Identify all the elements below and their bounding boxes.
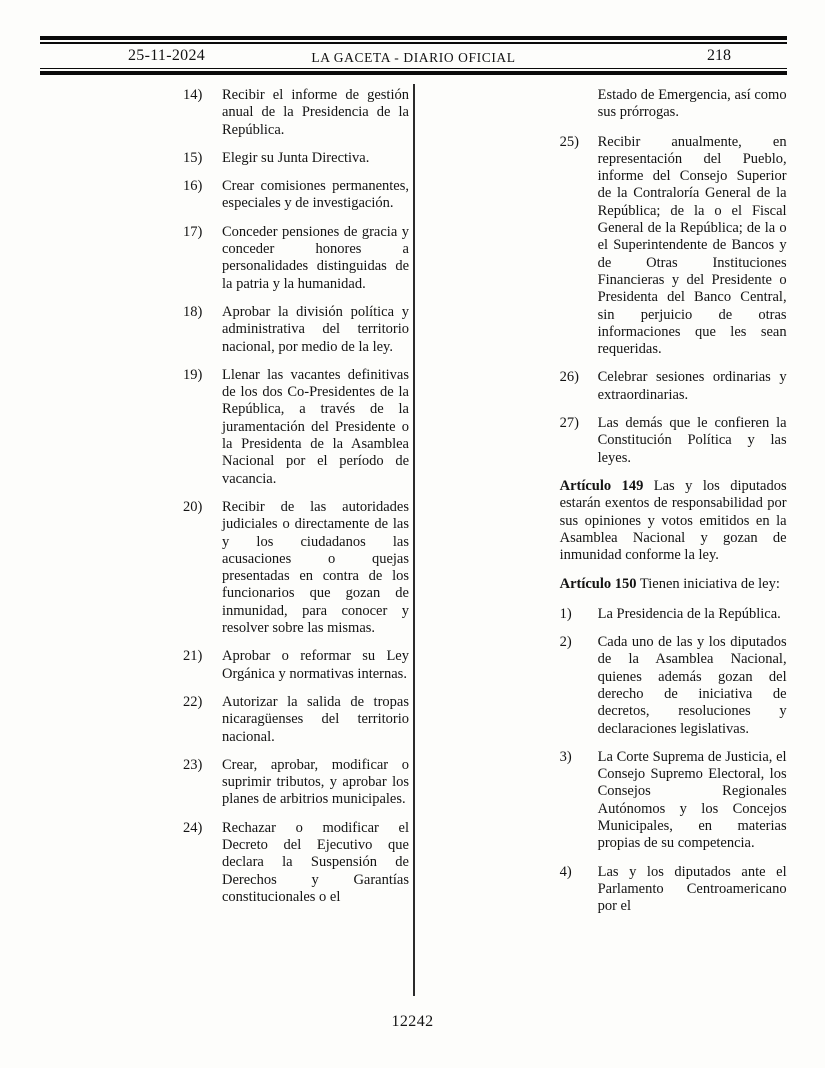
- item-text: Cada uno de las y los diputados de la Asamblea Nacional, quienes además gozan del derecho de iniciativa de decretos, resoluciones y declaraciones legislativas.: [597, 634, 787, 737]
- list-item: [183, 367, 409, 488]
- list-item: [183, 694, 409, 746]
- header-bottom-thick-rule: [40, 71, 787, 75]
- item-number: 3): [559, 748, 572, 765]
- item-text: Conceder pensiones de gracia y conceder honores a personalidades distinguidas de la patria y la humanidad.: [222, 223, 409, 292]
- item-text: Las demás que le confieren la Constitución Política y las leyes.: [597, 415, 787, 466]
- footer-page-number: 12242: [391, 1013, 434, 1030]
- item-number: 2): [559, 634, 572, 651]
- item-number: 17): [183, 223, 203, 240]
- item-number: 1): [559, 605, 572, 622]
- item-text: La Corte Suprema de Justicia, el Consejo Supremo Electoral, los Consejos Regionales Autónomos y los Concejos Municipales, en materias propias de su competencia.: [597, 748, 787, 852]
- list-item: [183, 87, 409, 139]
- list-item: [560, 634, 787, 738]
- right-column: [415, 84, 787, 996]
- list-item: [183, 304, 409, 356]
- item-number: 26): [559, 369, 579, 386]
- item-number: 22): [183, 693, 203, 710]
- list-item: [560, 369, 787, 404]
- list-item: [183, 178, 409, 213]
- item-number: 4): [559, 863, 572, 880]
- list-item: [183, 150, 409, 167]
- item-text: Celebrar sesiones ordinarias y extraordinarias.: [597, 369, 787, 403]
- list-item: [183, 648, 409, 683]
- item-number: 16): [183, 178, 203, 195]
- article-label: Artículo 149: [559, 477, 644, 494]
- item-number: 24): [183, 819, 203, 836]
- article-paragraph: [560, 576, 787, 593]
- item-number: 23): [183, 756, 203, 773]
- header-page-number: 218: [707, 46, 731, 64]
- page-header: [40, 36, 787, 75]
- article-paragraph: [560, 478, 787, 564]
- item-number: 18): [183, 303, 203, 320]
- item-number: 27): [559, 415, 579, 432]
- left-column: [40, 84, 413, 996]
- header-row: [40, 44, 787, 68]
- item-text: Recibir de las autoridades judiciales o directamente de las y los ciudadanos las acusaciones o quejas presentadas en contra de los funcionarios que gozan de inmunidad, para conocer y resolver sobre las mismas.: [222, 498, 409, 637]
- article-text: Tienen iniciativa de ley:: [636, 576, 780, 593]
- item-text: Elegir su Junta Directiva.: [222, 149, 370, 166]
- item-text: Crear comisiones permanentes, especiales y de investigación.: [222, 178, 409, 212]
- list-item: [183, 499, 409, 637]
- document-body: [40, 84, 787, 996]
- item-text: Autorizar la salida de tropas nicaragüenses del territorio nacional.: [222, 693, 409, 745]
- item-text: Crear, aprobar, modificar o suprimir tributos, y aprobar los planes de arbitrios municipales.: [222, 756, 409, 808]
- list-item: [183, 224, 409, 293]
- list-item: [560, 749, 787, 853]
- item-text: Rechazar o modificar el Decreto del Ejecutivo que declara la Suspensión de Derechos y Garantías constitucionales o el: [222, 819, 409, 905]
- item-number: 19): [183, 366, 203, 383]
- article-text: Las y los diputados estarán exentos de responsabilidad por sus opiniones y votos emitidos en la Asamblea Nacional y gozan de inmunidad conforme la ley.: [559, 477, 787, 564]
- list-item: [560, 415, 787, 467]
- item-number: 14): [183, 87, 203, 103]
- item-number: 25): [559, 133, 579, 150]
- item-number: 21): [183, 648, 203, 665]
- list-item: [560, 134, 787, 359]
- item-text: Recibir anualmente, en representación del Pueblo, informe del Consejo Superior de la Contraloría General de la República; de la o el Fiscal General de la República; de la o el Superintendente de Bancos y de Otras Instituciones Financieras y del Presidente o Presidenta del Banco Central, sin perjuicio de otras informaciones que les sean requeridas.: [597, 133, 787, 358]
- list-item: [183, 757, 409, 809]
- list-item: [560, 606, 787, 623]
- header-title: LA GACETA - DIARIO OFICIAL: [311, 49, 516, 65]
- article-label: Artículo 150: [559, 576, 637, 593]
- header-date: 25-11-2024: [128, 46, 206, 64]
- continuation-paragraph: Estado de Emergencia, así como sus prórrogas.: [597, 87, 787, 121]
- item-text: La Presidencia de la República.: [597, 605, 781, 622]
- list-item: [183, 820, 409, 906]
- item-text: Llenar las vacantes definitivas de los dos Co-Presidentes de la República, a través de la juramentación del Presidente o la Presidenta de la Asamblea Nacional por el período de vacancia.: [222, 366, 409, 487]
- list-item: [560, 864, 787, 916]
- item-number: 20): [183, 498, 203, 515]
- item-text: Las y los diputados ante el Parlamento Centroamericano por el: [597, 863, 787, 915]
- item-number: 15): [183, 149, 203, 166]
- item-text: Recibir el informe de gestión anual de la Presidencia de la República.: [222, 87, 409, 138]
- item-text: Aprobar o reformar su Ley Orgánica y normativas internas.: [222, 648, 409, 682]
- item-text: Aprobar la división política y administrativa del territorio nacional, por medio de la ley.: [222, 303, 409, 355]
